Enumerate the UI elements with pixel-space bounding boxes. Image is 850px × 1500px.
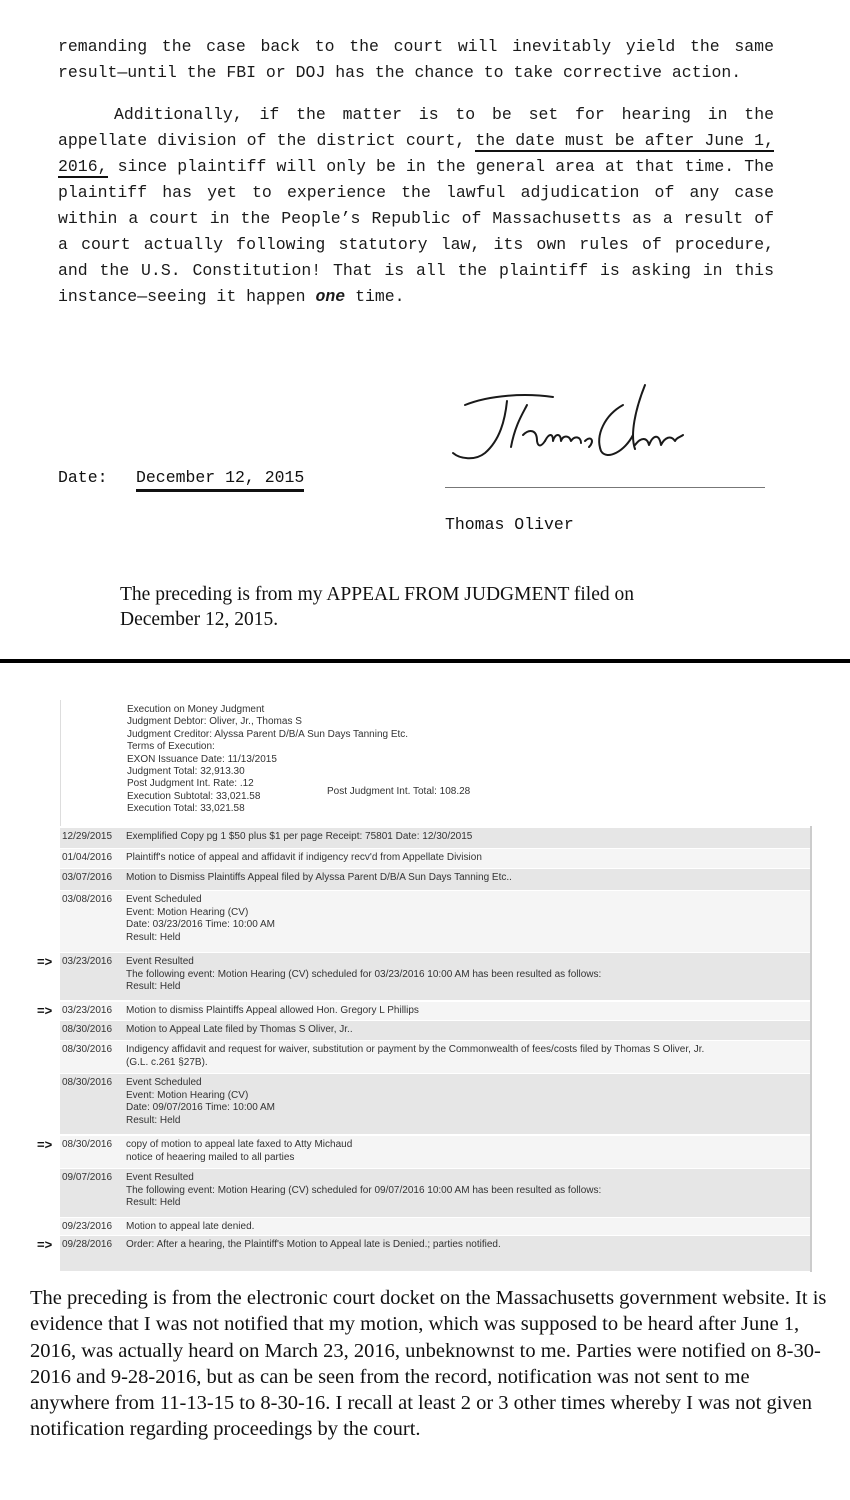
docket-entry — [60, 1074, 812, 1134]
docket-entry — [60, 891, 812, 952]
paragraph-2-intro: Additionally, if the matter is to be set for hearing in the appellate division of the district court, — [58, 105, 774, 150]
signature-line — [445, 487, 765, 488]
entry-line: (G.L. c.261 §27B). — [126, 1056, 208, 1068]
highlight-arrow: => — [37, 1003, 53, 1018]
entry-text — [126, 1221, 812, 1234]
entry-line: Result: Held — [126, 981, 181, 992]
entry-text — [126, 956, 812, 994]
docket-entry — [60, 1169, 812, 1217]
entry-date: 08/30/2016 — [62, 1024, 113, 1035]
execution-line: Execution Total: 33,021.58 — [127, 803, 245, 815]
entry-line: Indigency affidavit and request for waiver, substitution or payment by the Commonwealth of fees/costs filed by Thomas S Oliver, Jr. — [126, 1044, 705, 1055]
docket-right-border — [810, 826, 812, 1272]
entry-date: 03/07/2016 — [62, 872, 113, 883]
entry-text — [126, 1139, 812, 1164]
entry-line: Order: After a hearing, the Plaintiff's Motion to Appeal late is Denied.; parties notified. — [126, 1239, 501, 1250]
entry-text — [126, 1172, 812, 1210]
entry-text — [126, 894, 812, 944]
letter-paragraph-2 — [58, 102, 774, 310]
entry-line: The following event: Motion Hearing (CV) scheduled for 09/07/2016 10:00 AM has been resulted as follows: — [126, 1184, 602, 1196]
entry-line: Exemplified Copy pg 1 $50 plus $1 per page Receipt: 75801 Date: 12/30/2015 — [126, 831, 473, 842]
entry-line: Result: Held — [126, 1114, 181, 1126]
docket-entry — [60, 849, 812, 868]
entry-line: Motion to appeal late denied. — [126, 1221, 255, 1232]
execution-line: EXON Issuance Date: 11/13/2015 — [127, 753, 277, 765]
docket-entry — [60, 828, 812, 848]
entry-line: Date: 03/23/2016 Time: 10:00 AM — [126, 919, 275, 930]
entry-line: Event Scheduled — [126, 1077, 202, 1088]
docket-entry — [60, 1041, 812, 1073]
entry-text — [126, 872, 812, 885]
entry-text — [126, 1077, 812, 1127]
entry-text — [126, 1044, 812, 1069]
execution-details — [60, 700, 813, 826]
entry-date: 03/23/2016 — [62, 1005, 113, 1016]
letter-caption: The preceding is from my APPEAL FROM JUDGMENT filed on December 12, 2015. — [120, 584, 635, 630]
entry-line: The following event: Motion Hearing (CV) scheduled for 03/23/2016 10:00 AM has been resulted as follows: — [126, 968, 602, 980]
entry-date: 01/04/2016 — [62, 852, 113, 863]
docket-entry — [60, 1136, 812, 1168]
appeal-letter-excerpt — [58, 34, 774, 310]
execution-line: Judgment Debtor: Oliver, Jr., Thomas S — [127, 716, 302, 728]
post-judgment-total: Post Judgment Int. Total: 108.28 — [327, 786, 471, 797]
entry-date: 08/30/2016 — [62, 1077, 113, 1088]
entry-date: 03/08/2016 — [62, 894, 113, 905]
entry-line: Motion to dismiss Plaintiffs Appeal allowed Hon. Gregory L Phillips — [126, 1005, 419, 1016]
entry-line: Event Resulted — [126, 1172, 194, 1183]
handwritten-signature — [445, 375, 685, 475]
docket-entry — [60, 953, 812, 1000]
entry-date: 09/23/2016 — [62, 1221, 113, 1232]
date-label: Date: — [58, 468, 108, 487]
entry-text — [126, 852, 812, 865]
underlined-date-requirement: the date must be after June 1, 2016, — [58, 131, 774, 176]
entry-line: Event: Motion Hearing (CV) — [126, 906, 249, 918]
docket-entry — [60, 1002, 812, 1020]
docket-entry — [60, 1021, 812, 1040]
emphasis-one: one — [315, 287, 346, 306]
entry-date: 08/30/2016 — [62, 1139, 113, 1150]
highlight-arrow: => — [37, 1137, 53, 1152]
entry-date: 09/28/2016 — [62, 1239, 113, 1250]
section-divider — [0, 659, 850, 663]
entry-line: copy of motion to appeal late faxed to Atty Michaud — [126, 1139, 353, 1150]
entry-text — [126, 831, 812, 844]
entry-line: Event Scheduled — [126, 894, 202, 905]
entry-text — [126, 1005, 812, 1018]
entry-line: Plaintiff's notice of appeal and affidavit if indigency recv'd from Appellate Division — [126, 852, 482, 863]
entry-date: 09/07/2016 — [62, 1172, 113, 1183]
paragraph-2-end: time. — [345, 287, 405, 306]
execution-line: Post Judgment Int. Rate: .12 — [127, 778, 254, 790]
signer-name: Thomas Oliver — [445, 515, 574, 534]
entry-line: Date: 09/07/2016 Time: 10:00 AM — [126, 1102, 275, 1113]
execution-line: Terms of Execution: — [127, 741, 215, 753]
letter-date: December 12, 2015 — [136, 468, 304, 492]
execution-lines — [127, 704, 408, 816]
entry-line: Motion to Appeal Late filed by Thomas S Oliver, Jr.. — [126, 1024, 353, 1035]
entry-line: Result: Held — [126, 1197, 181, 1208]
execution-line: Execution Subtotal: 33,021.58 — [127, 790, 261, 802]
entry-date: 12/29/2015 — [62, 831, 113, 842]
highlight-arrow: => — [37, 1237, 53, 1252]
docket-entry — [60, 1218, 812, 1235]
entry-line: Event Resulted — [126, 956, 194, 967]
execution-line: Judgment Creditor: Alyssa Parent D/B/A Sun Days Tanning Etc. — [127, 728, 409, 740]
entry-line: Event: Motion Hearing (CV) — [126, 1089, 249, 1101]
entry-line: Result: Held — [126, 931, 181, 943]
entry-date: 03/23/2016 — [62, 956, 113, 967]
entry-line: Motion to Dismiss Plaintiffs Appeal filed by Alyssa Parent D/B/A Sun Days Tanning Etc.. — [126, 872, 512, 883]
entry-text — [126, 1024, 812, 1037]
letter-paragraph-1: remanding the case back to the court will inevitably yield the same result—until the FBI or DOJ has the chance to take corrective action. — [58, 37, 774, 82]
highlight-arrow: => — [37, 954, 53, 969]
paragraph-2-body: since plaintiff will only be in the general area at that time. The plaintiff has yet to experience the lawful adjudication of any case within a court in the People’s Republic of Massachusetts as a result of a court actually following statutory law, its own rules of procedure, and the U.S. Constitution! That is all the plaintiff is asking in this instance—seeing it happen — [58, 157, 774, 306]
execution-line: Execution on Money Judgment — [127, 704, 265, 715]
entry-date: 08/30/2016 — [62, 1044, 113, 1055]
docket-entry — [60, 869, 812, 890]
entry-line: notice of heaering mailed to all parties — [126, 1151, 295, 1163]
docket-caption: The preceding is from the electronic court docket on the Massachusetts government website. It is evidence that I was not notified that my motion, which was supposed to be heard after June 1, 2016, was actually heard on March 23, 2016, unbeknownst to me. Parties were notified on 8-30-2016 and 9-28-2016, but as can be seen from the record, notification was not sent to me anywhere from 11-13-15 to 8-30-16. I recall at least 2 or 3 other times whereby I was not given notification regarding proceedings by the court. — [30, 1287, 827, 1441]
entry-text — [126, 1239, 812, 1252]
court-docket — [60, 700, 812, 1272]
execution-line: Judgment Total: 32,913.30 — [127, 766, 245, 778]
docket-entry — [60, 1236, 812, 1271]
